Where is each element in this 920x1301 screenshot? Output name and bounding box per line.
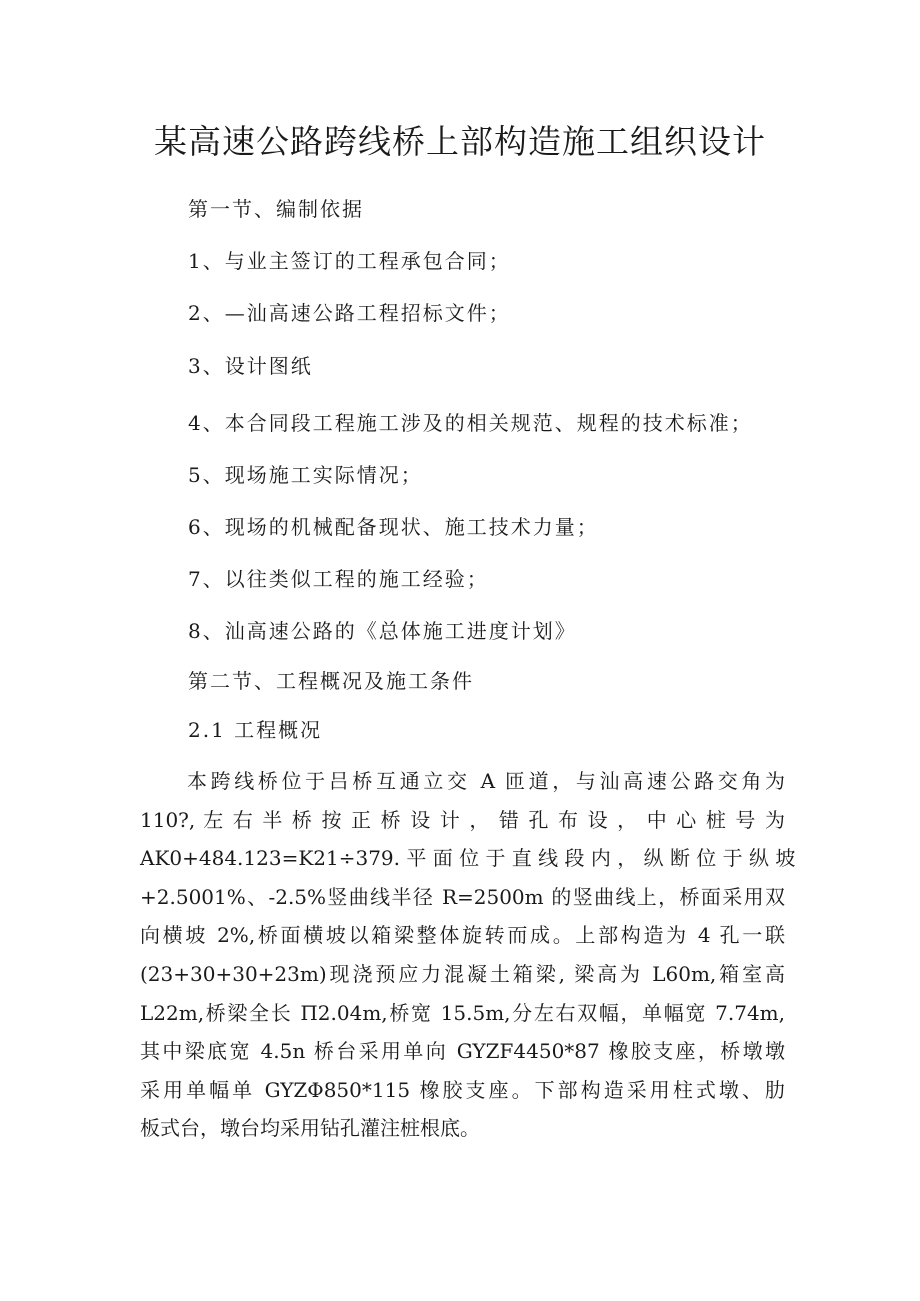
- list-item: 4、本合同段工程施工涉及的相关规范、规程的技术标准；: [188, 411, 753, 435]
- paragraph-line: 其中梁底宽 4.5n 桥台采用单向 GYZF4450*87 橡胶支座，桥墩墩: [140, 1039, 785, 1064]
- paragraph-line: 板式台，墩台均采用钻孔灌注桩根底。: [140, 1116, 480, 1141]
- paragraph-line: (23+30+30+23m)现浇预应力混凝土箱梁, 梁高为 L60m,箱室高: [140, 961, 785, 986]
- overview-paragraph: [140, 762, 796, 1148]
- list-item: 5、现场施工实际情况；: [188, 463, 423, 487]
- list-item: 3、设计图纸: [188, 354, 313, 378]
- paragraph-line: 向横坡 2%,桥面横坡以箱梁整体旋转而成。上部构造为 4 孔一联: [140, 923, 785, 948]
- paragraph-line: 本跨线桥位于吕桥互通立交 A 匝道，与汕高速公路交角为: [187, 769, 785, 793]
- section1-heading: 第一节、编制依据: [188, 197, 364, 221]
- paragraph-line: 采用单幅单 GYZΦ850*115 橡胶支座。下部构造采用柱式墩、肋: [140, 1077, 785, 1102]
- subsection-heading: 2.1 工程概况: [188, 718, 323, 742]
- paragraph-line: L22m,桥梁全长 Π2.04m,桥宽 15.5m,分左右双幅，单幅宽 7.74m,: [140, 1000, 785, 1025]
- list-item: 7、以往类似工程的施工经验；: [188, 567, 489, 591]
- paragraph-line: AK0+484.123=K21÷379. 平 面 位 于 直 线 段 内 ， 纵 断 位 于 纵 坡: [140, 846, 796, 871]
- list-item: 2、—汕高速公路工程招标文件；: [188, 301, 511, 325]
- paragraph-line: +2.5001%、-2.5%竖曲线半径 R=2500m 的竖曲线上，桥面采用双: [140, 884, 785, 909]
- paragraph-line: 110?, 左 右 半 桥 按 正 桥 设 计 ， 错 孔 布 设 ， 中 心 桩 号 为: [140, 807, 785, 832]
- document-title: 某高速公路跨线桥上部构造施工组织设计: [154, 122, 766, 161]
- list-item: 8、汕高速公路的《总体施工进度计划》: [188, 619, 577, 643]
- list-item: 6、现场的机械配备现状、施工技术力量；: [188, 515, 599, 539]
- list-item: 1、与业主签订的工程承包合同；: [188, 249, 511, 273]
- section2-heading: 第二节、工程概况及施工条件: [188, 669, 474, 693]
